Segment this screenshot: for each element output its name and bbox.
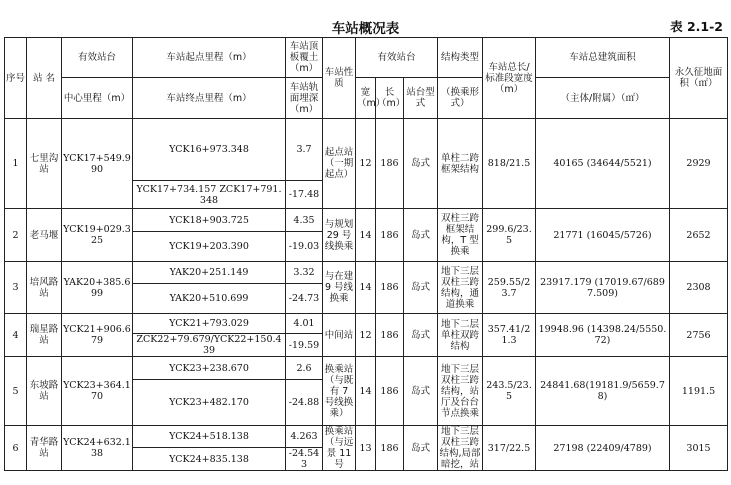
cell-nature: 起点站（一期起点）: [323, 119, 356, 209]
cell-land: 3015: [670, 426, 728, 471]
cell-name: 老马堰: [27, 209, 62, 262]
cell-start: YCK21+793.029: [133, 314, 286, 334]
cell-nature: 换乘站（与远景 11 号: [323, 426, 356, 471]
cell-nature: 与在建 9 号线换乘: [323, 262, 356, 314]
header-len-width: 车站总长/标准段宽度（m）: [483, 38, 536, 119]
cell-end: YCK17+734.157 ZCK17+791.348: [133, 181, 286, 209]
cell-name: 培风路站: [27, 262, 62, 314]
cell-width: 12: [356, 119, 376, 209]
cell-end: ZCK22+79.679/YCK22+150.439: [133, 334, 286, 357]
table-row: [5, 426, 728, 448]
header-seq: 序号: [5, 38, 27, 119]
table-row: [5, 262, 728, 284]
header-depth: 车站轨面埋深（m）: [286, 78, 323, 119]
table-row: [5, 314, 728, 334]
cell-end: YAK20+510.699: [133, 284, 286, 314]
cell-seq: 6: [5, 426, 27, 471]
cell-len-width: 243.5/23.5: [483, 357, 536, 426]
header-name: 站 名: [27, 38, 62, 119]
header-transfer: （换乘形式）: [438, 78, 483, 119]
header-plat-type: 站台型式: [404, 78, 438, 119]
cell-start: YCK23+238.670: [133, 357, 286, 380]
cell-cover: 4.01: [286, 314, 323, 334]
cell-len-width: 299.6/23.5: [483, 209, 536, 262]
cell-center: YCK24+632.138: [62, 426, 133, 471]
cell-structure: 地下三层双柱三跨结构,局部暗挖，站: [439, 426, 481, 470]
cell-structure: 单柱二跨框架结构: [438, 119, 483, 209]
table-number: 表 2.1-2: [670, 19, 723, 34]
header-land: 永久征地面积（㎡）: [670, 38, 728, 119]
cell-length: 186: [376, 119, 404, 209]
cell-start: YCK18+903.725: [133, 209, 286, 232]
table-row: [5, 119, 728, 181]
cell-cover: 2.6: [286, 357, 323, 380]
cell-nature: 中间站: [323, 314, 356, 357]
cell-width: 13: [356, 426, 376, 471]
cell-area: 23917.179 (17019.67/6897.509): [536, 262, 670, 314]
cell-seq: 5: [5, 357, 27, 426]
cell-land: 2929: [670, 119, 728, 209]
cell-land: 1191.5: [670, 357, 728, 426]
cell-name: 青华路站: [27, 426, 62, 471]
cell-depth: -19.03: [286, 232, 323, 262]
cell-area: 19948.96 (14398.24/5550.72): [536, 314, 670, 357]
cell-structure: 地下二层单柱双跨结构: [438, 314, 483, 357]
cell-cover: 4.35: [286, 209, 323, 232]
header-start-mileage: 车站起点里程（m）: [133, 38, 286, 78]
cell-area: 21771 (16045/5726): [536, 209, 670, 262]
cell-width: 12: [356, 314, 376, 357]
cell-plat-type: 岛式: [404, 119, 438, 209]
header-width: 宽（m）: [356, 78, 376, 119]
cell-start: YAK20+251.149: [133, 262, 286, 284]
header-row-1: [5, 38, 728, 78]
cell-seq: 4: [5, 314, 27, 357]
cell-len-width: 317/22.5: [483, 426, 536, 471]
station-overview-table: [4, 37, 728, 471]
table-title: 车站概况表: [331, 21, 400, 37]
cell-area: 24841.68(19181.9/5659.78): [536, 357, 670, 426]
cell-cover: 4.263: [286, 426, 323, 448]
header-end-mileage: 车站终点里程（m）: [133, 78, 286, 119]
header-row-2: [5, 78, 728, 119]
header-platform: 有效站台: [62, 38, 133, 78]
cell-len-width: 818/21.5: [483, 119, 536, 209]
cell-center: YAK20+385.699: [62, 262, 133, 314]
cell-plat-type: 岛式: [404, 357, 438, 426]
cell-length: 186: [376, 262, 404, 314]
cell-area: 40165 (34644/5521): [536, 119, 670, 209]
cell-center: YCK19+029.325: [62, 209, 133, 262]
cell-start: YCK24+518.138: [133, 426, 286, 448]
cell-depth: -19.59: [286, 334, 323, 357]
table-row: [5, 209, 728, 232]
header-length: 长（m）: [376, 78, 404, 119]
cell-depth: -17.48: [286, 181, 323, 209]
cell-name: 瑞星路站: [27, 314, 62, 357]
cell-cover: 3.7: [286, 119, 323, 181]
cell-depth: -24.543: [286, 448, 323, 471]
cell-end: YCK23+482.170: [133, 380, 286, 426]
header-cover: 车站顶板覆土（m）: [286, 38, 323, 78]
cell-length: 186: [376, 357, 404, 426]
cell-nature: 换乘站（与既有 7 号线换乘）: [323, 357, 356, 426]
cell-center: YCK21+906.679: [62, 314, 133, 357]
cell-width: 14: [356, 262, 376, 314]
header-eff-platform: 有效站台: [356, 38, 438, 78]
cell-width: 14: [356, 209, 376, 262]
cell-area: 27198 (22409/4789): [536, 426, 670, 471]
cell-structure: 地下三层双柱三跨结构，通道换乘: [438, 262, 483, 314]
cell-length: 186: [376, 209, 404, 262]
cell-nature: 与规划 29 号线换乘: [323, 209, 356, 262]
cell-width: 14: [356, 357, 376, 426]
header-area: 车站总建筑面积: [536, 38, 670, 78]
cell-depth: -24.88: [286, 380, 323, 426]
cell-length: 186: [376, 426, 404, 471]
table-row: [5, 357, 728, 380]
cell-seq: 2: [5, 209, 27, 262]
cell-end: YCK24+835.138: [133, 448, 286, 471]
cell-plat-type: 岛式: [404, 426, 438, 471]
cell-cover: 3.32: [286, 262, 323, 284]
cell-land: 2756: [670, 314, 728, 357]
cell-name: 东坡路站: [27, 357, 62, 426]
cell-center: YCK17+549.990: [62, 119, 133, 209]
header-center-mileage: 中心里程（m）: [62, 78, 133, 119]
cell-plat-type: 岛式: [404, 314, 438, 357]
cell-len-width: 357.41/21.3: [483, 314, 536, 357]
cell-name: 七里沟站: [27, 119, 62, 209]
cell-center: YCK23+364.170: [62, 357, 133, 426]
cell-seq: 3: [5, 262, 27, 314]
cell-plat-type: 岛式: [404, 209, 438, 262]
cell-land: 2308: [670, 262, 728, 314]
header-structure: 结构类型: [438, 38, 483, 78]
header-area-sub: （主体/附属）（㎡）: [536, 78, 670, 119]
cell-length: 186: [376, 314, 404, 357]
cell-land: 2652: [670, 209, 728, 262]
cell-plat-type: 岛式: [404, 262, 438, 314]
cell-start: YCK16+973.348: [133, 119, 286, 181]
header-nature: 车站性质: [323, 38, 356, 119]
cell-structure: 双柱三跨框架结构，T 型换乘: [438, 209, 483, 262]
cell-end: YCK19+203.390: [133, 232, 286, 262]
cell-len-width: 259.55/23.7: [483, 262, 536, 314]
cell-seq: 1: [5, 119, 27, 209]
cell-depth: -24.73: [286, 284, 323, 314]
cell-structure: 地下三层双柱三跨结构，站厅及台台节点换乘: [438, 357, 483, 426]
